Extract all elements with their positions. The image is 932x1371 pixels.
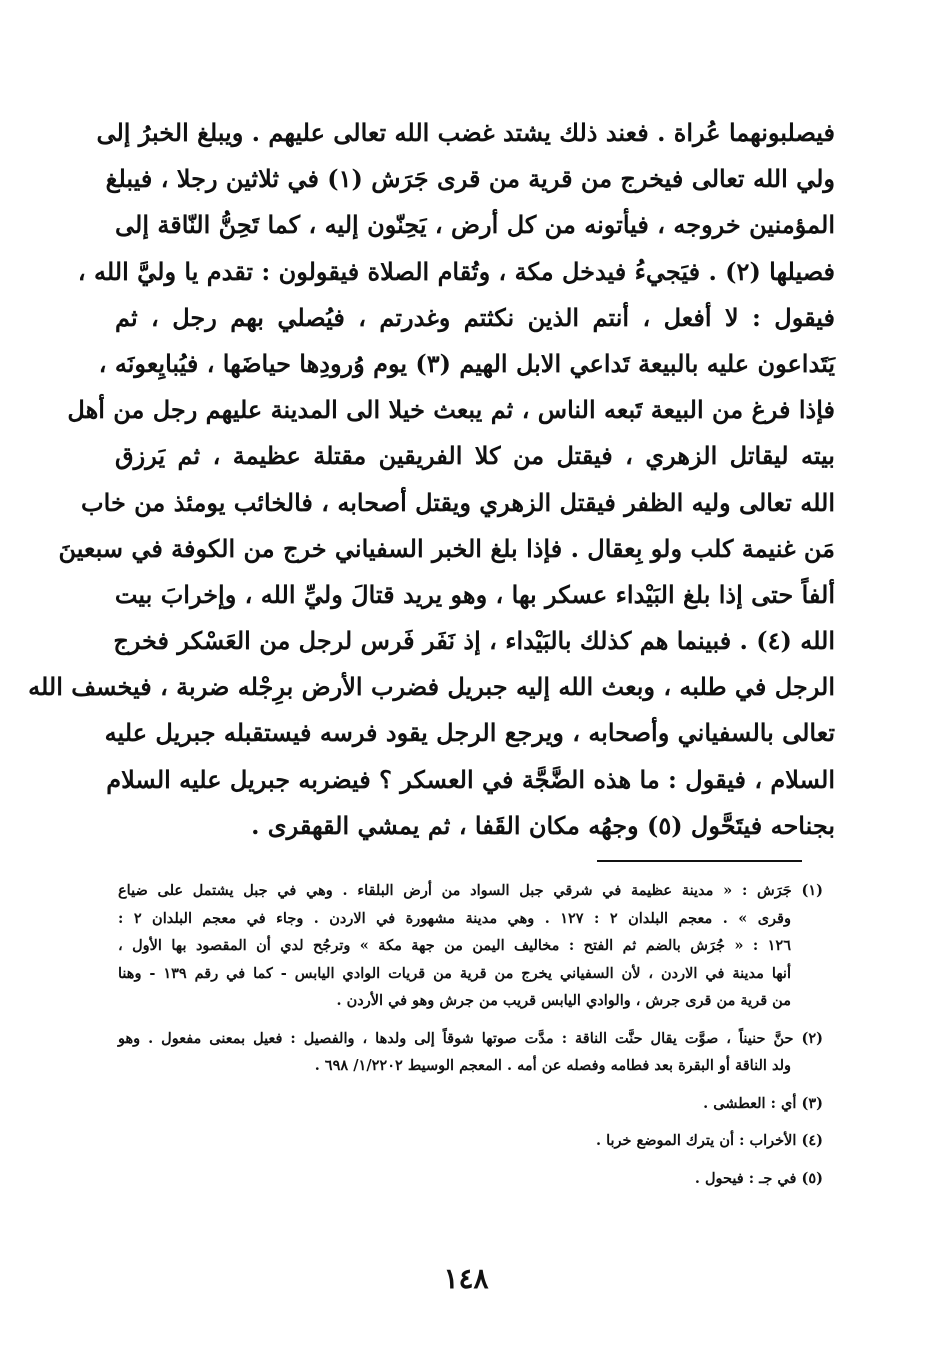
footnotes-block (118, 877, 823, 1202)
footnote-line: وقرى » . معجم البلدان ٢ : ١٢٧ . وهي مدينة مشهورة في الاردن . وجاء في معجم البلدان ٢ : (118, 909, 791, 927)
footnote-3 (118, 1090, 823, 1118)
footnote-line: ولد الناقة أو البقرة بعد فطامه وفصله عن أمه . المعجم الوسيط ١/٢٢٠٢/ ٦٩٨ . (314, 1057, 791, 1074)
footnote-line: (٣) أي : العطشى . (703, 1094, 823, 1112)
main-text-line: بجناحه فيتَحَّول (٥) وجهُه مكان القَفا ، ثم يمشي القهقرى . (251, 810, 835, 840)
main-text-line: فصيلها (٢) . فيَجيءُ فيدخل مكة ، وتُقام الصلاة فيقولون : تقدم يا وليَّ الله ، (77, 256, 835, 286)
footnote-line: (٢) حنَّ حنيناً ، صوَّت يقال حنَّت الناقة : مدَّت صوتها شوقاً إلى ولدها ، والفصيل : فعيل بمعنى مفعول . وهو (118, 1029, 823, 1047)
main-text-line: الرجل في طلبه ، وبعث الله إليه جبريل فضرب الأرض برِجْله ضربة ، فيخسف الله (28, 672, 835, 702)
main-text-line: فيصلبونهما عُراة . فعند ذلك يشتد غضب الله تعالى عليهم . ويبلغ الخبرُ إلى (96, 118, 835, 147)
main-text-line: المؤمنين خروجه ، فيأتونه من كل أرض ، يَحِنّون إليه ، كما تَحِنُّ النّاقة إلى (115, 210, 835, 240)
footnote-line: (٥) في جـ : فيحول . (694, 1169, 823, 1187)
footnote-5 (118, 1165, 823, 1193)
main-text-block (28, 110, 835, 849)
footnote-line: (١) جَرَش : « مدينة عظيمة في شرقي جبل السواد من أرض البلقاء . وهي في جبل يشتمل على ضياع (118, 882, 823, 899)
page-number: ١٤٨ (443, 1262, 489, 1295)
footnote-line: ١٢٦ : « جُرَش بالضم ثم الفتح : مخاليف اليمن من جهة مكة » وترجُح لدي أن المقصود بها الأول ، (118, 937, 792, 954)
main-text-line: تعالى بالسفياني وأصحابه ، ويرجع الرجل يقود فرسه فيستقبله جبريل عليه (104, 718, 835, 748)
footnote-line: (٤) الأخراب : أن يترك الموضع خربا . (595, 1132, 823, 1149)
main-text-line: يَتَداعون عليه بالبيعة تَداعي الابل الهيم (٣) يوم وُرودِها حياضَها ، فيُبايِعونَه ، (98, 348, 835, 378)
main-text-line: الله تعالى وليه الظفر فيقتل الزهري ويقتل أصحابه ، فالخائب يومئذ من خاب (81, 487, 835, 517)
main-text-line: مَن غنيمة كلب ولو بِعقال . فإذا بلغ الخبر السفياني خرج من الكوفة في سبعينَ (58, 533, 835, 563)
footnote-line: أنها مدينة في الاردن ، لأن السفياني يخرج من قرية من قريات الوادي اليابس - كما في رقم ١٣٩ - وهنا (118, 964, 791, 982)
main-text-line: ولي الله تعالى فيخرج من قرية من قرى جَرَش (١) في ثلاثين رجلا ، فيبلغ (105, 164, 835, 194)
footnote-1 (118, 877, 823, 1015)
main-text-line: فإذا فرغ من البيعة تَبعه الناس ، ثم يبعث خيلا الى المدينة عليهم رجل من أهل (67, 395, 835, 425)
footnote-separator (597, 860, 802, 862)
main-text-line: بيته ليقاتل الزهري ، فيقتل من كلا الفريقين مقتلة عظيمة ، ثم يَرزق (115, 441, 835, 471)
main-text-line: ألفاً حتى إذا بلغ البَيْداء عسكر بها ، وهو يريد قتالَ وليِّ الله ، وإخرابَ بيت (114, 579, 835, 609)
footnote-line: من قرية من قرى جرش ، والوادي اليابس قريب من جرش وهو في الأردن . (336, 992, 791, 1009)
main-text-line: فيقول : لا أفعل ، أنتم الذين نكثتم وغدرتم ، فيُصلي بهم رجل ، ثم (115, 302, 835, 332)
main-text-line: الله (٤) . فبينما هم كذلك بالبَيْداء ، إذ نَفَر فَرس لرجل من العَسْكر فخرج (113, 626, 835, 656)
footnote-4 (118, 1127, 823, 1155)
main-text-line: السلام ، فيقول : ما هذه الضَّجَّة في العسكر ؟ فيضربه جبريل عليه السلام (106, 764, 835, 794)
footnote-2 (118, 1025, 823, 1080)
